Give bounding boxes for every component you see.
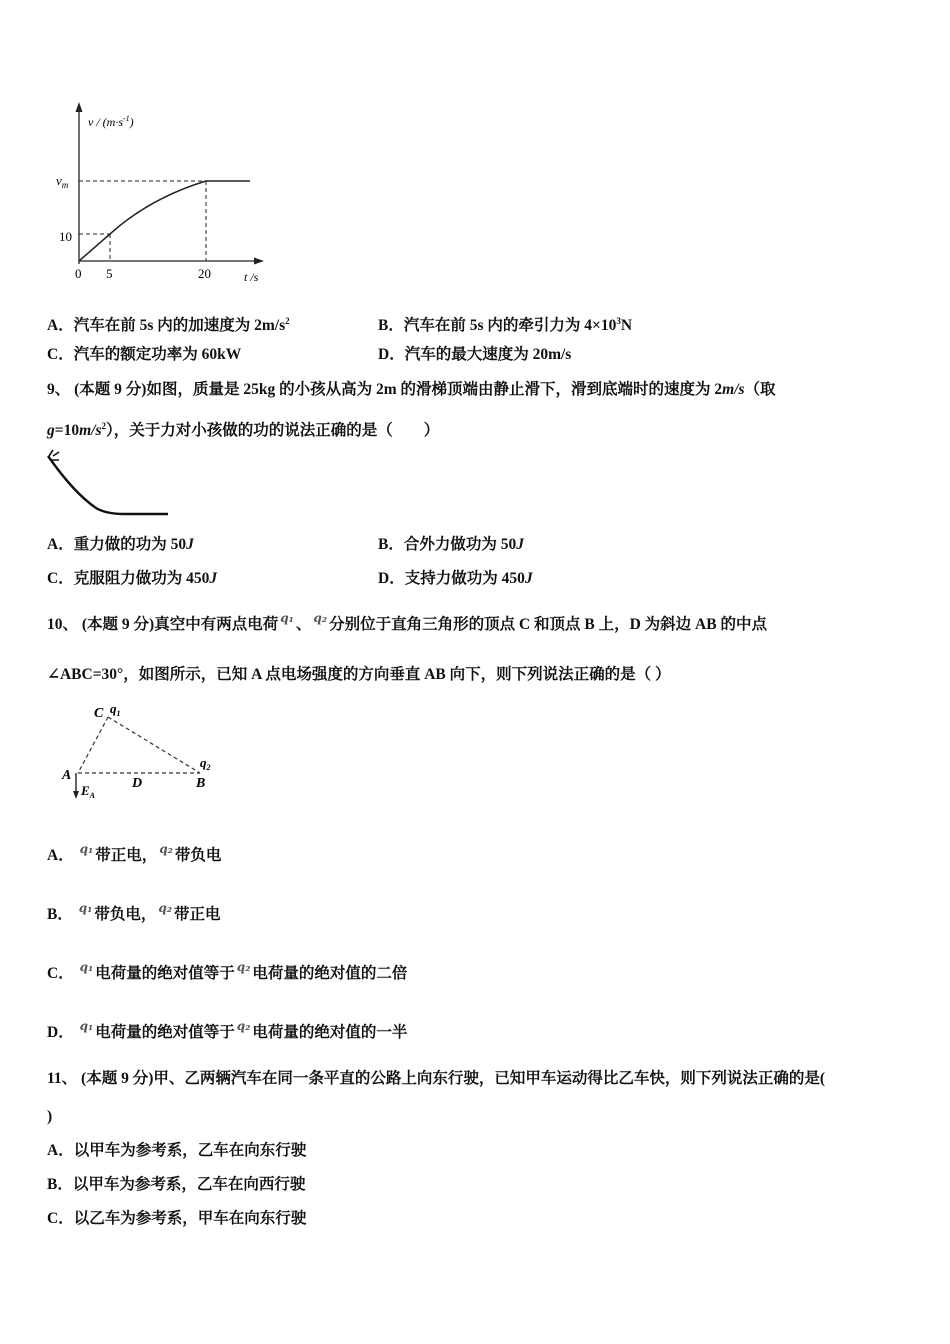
x-axis-label: t /s <box>244 270 259 284</box>
q10-option-d: D． $^{q_1}$ 电荷量的绝对值等于 $^{q_2}$ 电荷量的绝对值的一半 <box>47 1019 408 1041</box>
q11-option-c: C．以乙车为参考系，甲车在向东行驶 <box>47 1210 307 1227</box>
q9-stem-line1: 9、 (本题 9 分)如图，质量是 25kg 的小孩从高为 2m 的滑梯顶端由静止滑下，滑到底端时的速度为 2m/s（取 <box>47 381 776 398</box>
q8-option-a: A．汽车在前 5s 内的加速度为 $2m/s^2$ <box>47 316 290 335</box>
q9-option-d: D．支持力做功为 450J <box>378 570 533 587</box>
y-axis-arrow <box>76 102 83 112</box>
label-B: B <box>196 776 206 791</box>
side-CB <box>108 717 200 773</box>
q11-option-b: B．以甲车为参考系，乙车在向西行驶 <box>47 1176 306 1193</box>
triangle-figure <box>50 695 230 805</box>
q9-stem-line2: $g=10m/s^2$），关于力对小孩做的功的说法正确的是（ ） <box>47 421 440 440</box>
q9-option-b: B．合外力做功为 50J <box>378 536 524 553</box>
q10-stem-line1: 10、 (本题 9 分)真空中有两点电荷 $^{q_1}$ 、 $^{q_2}$ 分别位于直角三角形的顶点 C 和顶点 B 上，D 为斜边 AB 的中点 <box>47 611 767 633</box>
x-tick-0: 0 <box>75 266 82 281</box>
x-axis-arrow <box>254 258 264 265</box>
side-CA <box>78 717 108 773</box>
field-arrow-head <box>73 791 79 799</box>
label-q1: $q_1$ <box>110 701 121 718</box>
q11-stem-line2: ) <box>47 1108 53 1125</box>
q10-stem-line2: ∠ABC=30°，如图所示，已知 A 点电场强度的方向垂直 AB 向下，则下列说法正确的是（ ） <box>47 666 671 683</box>
q10-option-a: A． $^{q_1}$ 带正电， $^{q_2}$ 带负电 <box>47 842 222 864</box>
label-A: A <box>62 768 72 783</box>
velocity-curve <box>79 181 250 261</box>
q9-option-a: A．重力做的功为 50J <box>47 536 194 553</box>
slide-curve <box>48 456 168 514</box>
q8-option-b: B．汽车在前 5s 内的牵引力为 $4\times 10^3N$ <box>378 316 633 335</box>
label-q2: $q_2$ <box>200 755 211 772</box>
y-axis-label: $v / (m\cdot s^{-1})$ <box>88 114 134 129</box>
label-EA: $E_A$ <box>81 783 96 800</box>
x-tick-20: 20 <box>198 266 211 281</box>
q8-option-c: C．汽车的额定功率为 60kW <box>47 346 242 363</box>
q8-option-d: D．汽车的最大速度为 20m/s <box>378 346 572 363</box>
slide-figure <box>44 448 174 520</box>
velocity-time-graph <box>50 98 280 288</box>
q9-option-c: C．克服阻力做功为 450J <box>47 570 218 587</box>
q10-option-c: C． $^{q_1}$ 电荷量的绝对值等于 $^{q_2}$ 电荷量的绝对值的二倍 <box>47 960 408 982</box>
q10-option-b: B． $^{q_1}$ 带负电， $^{q_2}$ 带正电 <box>47 901 221 923</box>
q11-stem-line1: 11、 (本题 9 分)甲、乙两辆汽车在同一条平直的公路上向东行驶，已知甲车运动得比乙车快，则下列说法正确的是( <box>47 1070 826 1087</box>
q11-option-a: A．以甲车为参考系，乙车在向东行驶 <box>47 1142 307 1159</box>
vm-label: $v_m$ <box>56 173 69 190</box>
y-tick-10: 10 <box>59 229 72 244</box>
label-C: C <box>94 706 104 721</box>
x-tick-5: 5 <box>106 266 113 281</box>
label-D: D <box>132 776 143 791</box>
